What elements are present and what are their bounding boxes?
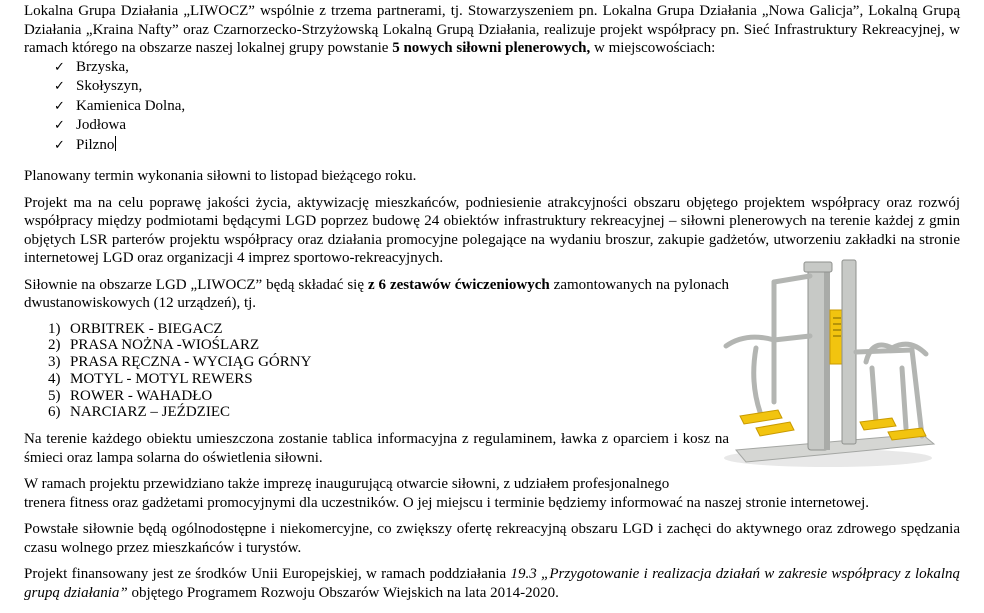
item-number: 4) (48, 370, 61, 387)
item-number: 3) (48, 354, 61, 371)
funding-text-2: objętego Programem Rozwoju Obszarów Wiejskich na lata 2014-2020. (127, 584, 559, 601)
left-frame-top (774, 276, 810, 282)
right-frame-post (912, 350, 922, 436)
item-number: 1) (48, 320, 61, 337)
list-item (48, 321, 729, 338)
funding-italic: 19.3 „Przygotowanie i realizacja działań w zakresie współpracy z lokalną grupą działania” (24, 566, 960, 601)
checkmark-icon: ✓ (54, 98, 65, 114)
right-frame-top (856, 350, 912, 352)
list-item (54, 116, 960, 136)
location-name: Jodłowa (76, 117, 126, 133)
sets-paragraph (24, 276, 729, 313)
funding-paragraph (24, 565, 960, 602)
equipment-section (24, 276, 729, 494)
item-name: ROWER - WAHADŁO (70, 387, 213, 404)
checkmark-icon: ✓ (54, 118, 65, 133)
info-board-paragraph: Na terenie każdego obiektu umieszczona zostanie tablica informacyjna z regulaminem, ławka z oparciem i kosz na śmieci oraz lampa solarna do oświetlenia siłowni. (24, 431, 729, 466)
sets-text-2: zamontowanych na pylonach dwustanowiskowych (12 urządzeń), tj. (24, 276, 729, 311)
list-item (54, 77, 960, 97)
sets-bold: z 6 zestawów ćwiczeniowych (367, 276, 550, 293)
event-line-1: W ramach projektu przewidziano także imprezę inaugurującą otwarcie siłowni, z udziałem profesjonalnego (24, 476, 670, 493)
checkmark-icon: ✓ (54, 137, 65, 153)
list-item (48, 354, 729, 371)
public-access-paragraph: Powstałe siłownie będą ogólnodostępne i niekomercyjne, co zwiększy ofertę rekreacyjną obszaru LGD i zachęci do aktywnego oraz zdrowego spędzania czasu wolnego przez mieszkańców i turystów. (24, 521, 960, 556)
location-name: Skołyszyn, (76, 78, 143, 94)
left-pedal-2 (756, 422, 794, 436)
intro-text-1: Lokalna Grupa Działania „LIWOCZ” wspólnie z trzema partnerami, tj. Stowarzyszeniem pn. Lokalna Grupa Działania „Nowa Galicja”, Lokalną Grupą Działania „Kraina Nafty” oraz Czarnorzecko-Strzyżowską Lokalną Grupą Działania, realizuje projekt współpracy pn. Sieć Infrastruktury Rekreacyjnej, w ramach którego na obszarze naszej lokalnej grupy powstanie (24, 3, 960, 56)
equipment-list (24, 321, 729, 422)
left-arm (754, 348, 760, 412)
item-number: 6) (48, 404, 61, 421)
item-name: NARCIARZ – JEŹDZIEC (70, 404, 230, 421)
location-name: Kamienica Dolna, (76, 97, 186, 114)
locations-list (24, 58, 960, 156)
left-handle (726, 337, 774, 346)
right-arm-1 (872, 368, 876, 422)
funding-text-1: Projekt finansowany jest ze środków Unii Europejskiej, w ramach poddziałania (24, 566, 511, 583)
right-pedal-1 (860, 418, 896, 430)
location-name: Brzyska, (76, 58, 129, 75)
item-name: MOTYL - MOTYL REWERS (70, 370, 253, 387)
list-item (48, 388, 729, 405)
list-item (54, 136, 960, 156)
intro-paragraph (24, 2, 960, 58)
pylon-cap (804, 262, 832, 272)
right-arm-2 (902, 368, 906, 428)
list-item (48, 404, 729, 421)
item-name: PRASA NOŻNA -WIOŚLARZ (70, 337, 260, 354)
event-line-2: trenera fitness oraz gadżetami promocyjnymi dla uczestników. O jej miejscu i terminie będziemy informować na naszej stronie internetowej. (24, 494, 869, 511)
schedule-paragraph: Planowany termin wykonania siłowni to listopad bieżącego roku. (24, 168, 417, 184)
intro-bold: 5 nowych siłowni plenerowych, (392, 40, 591, 56)
text-cursor (115, 136, 116, 151)
project-goal-paragraph: Projekt ma na celu poprawę jakości życia, aktywizację mieszkańców, podniesienie atrakcyjności obszaru objętego projektem współpracy oraz rozwój współpracy między podmiotami będącymi LGD poprzez budowę 24 obiektów infrastruktury rekreacyjnej – siłowni plenerowych na terenie każdej z gmin objętych LSR parterów projektu współpracy oraz działania promocyjne polegające na wydaniu broszur, zakupie gadżetów, utworzeniu zakładki na stronie internetowej LGD oraz organizacji 4 imprez sportowo-rekreacyjnych. (24, 194, 960, 266)
intro-text-2: w miejscowościach: (590, 40, 716, 56)
sets-text-1: Siłownie na obszarze LGD „LIWOCZ” będą składać się (24, 276, 368, 293)
list-item (54, 97, 960, 117)
list-item (48, 337, 729, 354)
item-number: 5) (48, 387, 61, 404)
list-item (54, 58, 960, 78)
item-number: 2) (48, 337, 61, 354)
gym-equipment-illustration (716, 252, 940, 470)
checkmark-icon: ✓ (54, 79, 65, 94)
list-item (48, 371, 729, 388)
item-name: ORBITREK - BIEGACZ (70, 320, 223, 337)
left-frame-mid (774, 336, 810, 340)
location-name: Pilzno (76, 136, 115, 153)
checkmark-icon: ✓ (54, 59, 65, 75)
outdoor-gym-image (716, 252, 940, 470)
item-name: PRASA RĘCZNA - WYCIĄG GÓRNY (70, 354, 312, 371)
pylon-shadow (824, 268, 830, 450)
